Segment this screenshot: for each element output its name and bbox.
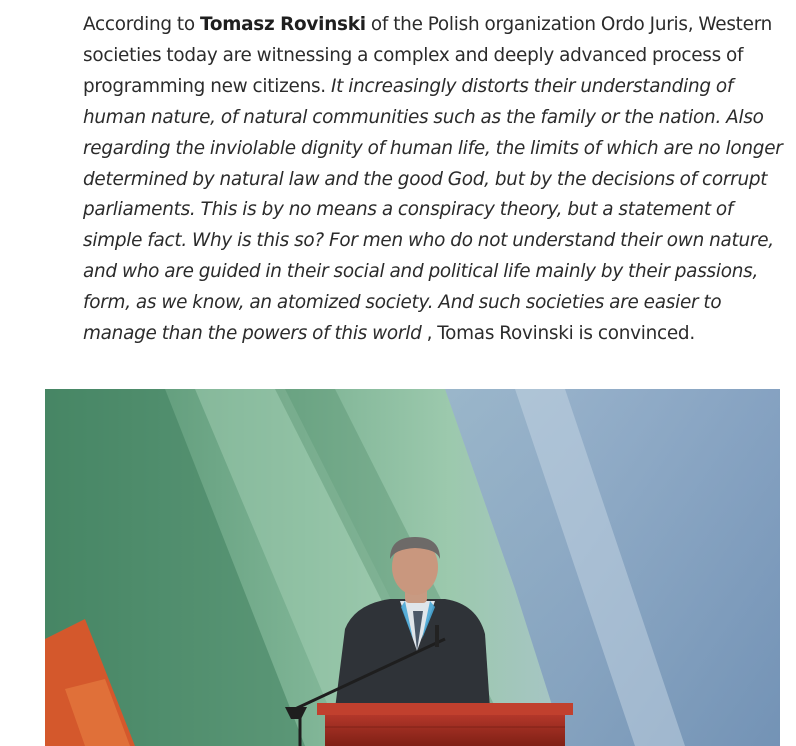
podium — [317, 703, 573, 746]
article-photo — [45, 389, 780, 746]
person-name: Tomasz Rovinski — [200, 14, 366, 35]
quote-text: It increasingly distorts their understanding of human nature, of natural communities such as the family or the nation. Also regarding the inviolable dignity of human life, the limits of which are no longer determined by natural law and the good God, but by the decisions of corrupt parliaments. This is by no means a conspiracy theory, but a statement of simple fact. Why is this so? For men who do not understand their own nature, and who are guided in their social and political life mainly by their passions, form, as we know, an atomized society. And such societies are easier to manage than the powers of this world — [83, 75, 783, 345]
article-paragraph — [83, 10, 783, 350]
intro-text: According to — [83, 14, 200, 35]
closing-text: , Tomas Rovinski is convinced. — [421, 323, 695, 345]
intro-continuation: of the Polish organization Ordo Juris, Western societies today are witnessing a complex and deeply advanced process of programming new citizens. — [83, 14, 773, 97]
speaker-photo-illustration — [45, 389, 780, 746]
